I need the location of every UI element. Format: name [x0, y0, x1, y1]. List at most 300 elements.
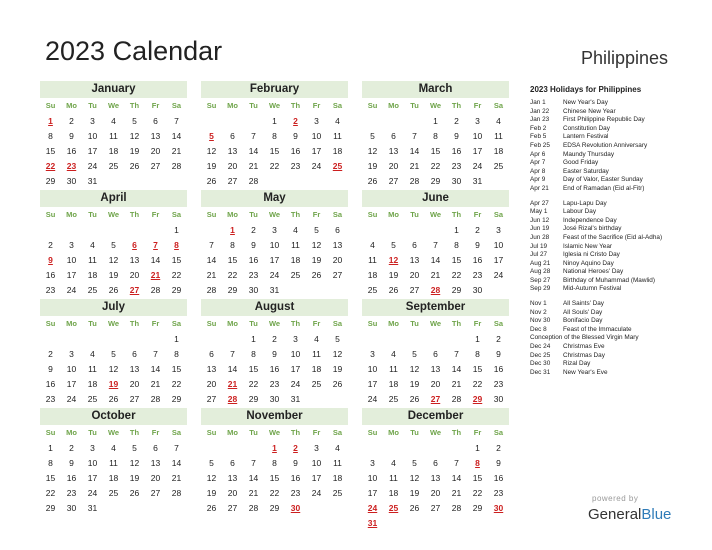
day-cell: 22	[269, 488, 280, 498]
weekday-label: We	[268, 428, 281, 437]
day-cell	[327, 392, 348, 407]
holiday-item	[530, 343, 710, 352]
holiday-item	[530, 369, 710, 378]
day-cell: 2	[251, 225, 256, 235]
day-cell: 27	[227, 176, 238, 186]
day-cell: 5	[132, 116, 137, 126]
week-row	[362, 159, 509, 174]
weekday-header	[362, 98, 509, 114]
holiday-name: Maundy Thursday	[563, 150, 615, 158]
day-cell: 21	[409, 161, 420, 171]
holiday-date: Jun 12	[530, 216, 550, 224]
day-cell: 28	[409, 176, 420, 186]
day-cell: 11	[109, 131, 118, 141]
day-cell	[425, 441, 446, 456]
day-cell	[201, 114, 222, 129]
day-cell: 8	[272, 458, 277, 468]
day-cell: 17	[290, 364, 301, 374]
day-cell: 29	[227, 285, 238, 295]
holiday-day-cell: 8	[475, 458, 480, 468]
day-cell: 5	[111, 240, 116, 250]
day-cell: 7	[251, 458, 256, 468]
day-cell: 8	[272, 131, 277, 141]
weekday-header	[201, 425, 348, 441]
weekday-label: Fr	[312, 210, 321, 219]
weekday-label: Th	[290, 319, 301, 328]
holiday-item	[530, 300, 710, 309]
holiday-item	[530, 142, 710, 151]
holiday-item	[530, 208, 710, 217]
day-cell: 16	[472, 255, 483, 265]
day-cell	[166, 174, 187, 189]
weekday-label: Su	[367, 428, 378, 437]
day-cell: 12	[409, 364, 420, 374]
month-title: May	[201, 190, 348, 207]
day-cell: 19	[409, 379, 420, 389]
day-cell	[362, 332, 383, 347]
weekday-label: Su	[367, 101, 378, 110]
day-cell: 14	[227, 364, 238, 374]
holiday-name: New Year's Eve	[563, 368, 608, 376]
holiday-day-cell: 6	[132, 240, 137, 250]
weekday-label: Mo	[388, 101, 399, 110]
day-cell: 17	[493, 255, 504, 265]
weekday-label: Su	[206, 428, 217, 437]
weekday-label: Su	[45, 428, 56, 437]
holiday-day-cell: 1	[272, 443, 277, 453]
holiday-item	[530, 317, 710, 326]
week-row	[40, 486, 187, 501]
week-row	[201, 129, 348, 144]
day-cell: 2	[454, 116, 459, 126]
day-cell: 18	[367, 270, 378, 280]
day-cell: 10	[311, 458, 322, 468]
day-cell: 14	[171, 458, 182, 468]
holiday-day-cell: 12	[388, 255, 399, 265]
day-cell: 17	[66, 270, 77, 280]
holiday-item	[530, 116, 710, 125]
day-cell: 23	[472, 270, 483, 280]
day-cell: 20	[206, 379, 217, 389]
day-cell: 28	[248, 503, 259, 513]
day-cell	[222, 114, 243, 129]
day-cell: 18	[87, 270, 98, 280]
week-row	[362, 362, 509, 377]
holiday-date: Jan 22	[530, 107, 550, 115]
holiday-item	[530, 225, 710, 234]
day-cell: 28	[150, 285, 161, 295]
day-cell: 5	[209, 458, 214, 468]
holiday-name: First Philippine Republic Day	[563, 116, 645, 124]
day-cell: 4	[370, 240, 375, 250]
day-cell	[222, 332, 243, 347]
day-cell: 4	[314, 334, 319, 344]
day-cell	[201, 332, 222, 347]
week-row	[40, 238, 187, 253]
day-cell: 17	[367, 488, 378, 498]
weekday-label: Fr	[473, 428, 482, 437]
day-cell: 1	[475, 334, 480, 344]
day-cell: 31	[269, 285, 280, 295]
day-cell: 26	[367, 176, 378, 186]
day-cell: 28	[451, 394, 462, 404]
day-cell: 29	[171, 285, 182, 295]
day-cell: 24	[66, 394, 77, 404]
day-cell: 21	[451, 379, 462, 389]
week-row	[201, 392, 348, 407]
day-cell: 12	[367, 146, 378, 156]
holiday-name: Lapu-Lapu Day	[563, 199, 607, 207]
day-cell: 12	[108, 255, 119, 265]
month-august	[201, 299, 348, 407]
week-row	[40, 129, 187, 144]
holidays-title: 2023 Holidays for Philippines	[530, 85, 642, 94]
day-cell: 4	[111, 116, 116, 126]
week-row	[201, 441, 348, 456]
day-cell: 6	[433, 458, 438, 468]
day-cell: 12	[129, 131, 140, 141]
day-cell: 9	[475, 240, 480, 250]
weekday-header	[201, 316, 348, 332]
week-row	[201, 159, 348, 174]
day-cell	[103, 332, 124, 347]
weekday-label: Sa	[493, 101, 504, 110]
day-cell: 28	[206, 285, 217, 295]
holiday-date: Dec 24	[530, 343, 551, 351]
weekday-label: Tu	[410, 428, 419, 437]
day-cell: 24	[87, 488, 98, 498]
day-cell: 3	[370, 458, 375, 468]
day-cell: 21	[171, 146, 182, 156]
holiday-date: Jul 19	[530, 242, 548, 250]
weekday-header	[40, 425, 187, 441]
day-cell: 20	[129, 379, 140, 389]
holiday-date: Jul 27	[530, 251, 548, 259]
day-cell: 10	[87, 131, 98, 141]
day-cell: 1	[433, 116, 438, 126]
day-cell: 5	[132, 443, 137, 453]
day-cell: 25	[87, 285, 98, 295]
weekday-label: Mo	[227, 101, 238, 110]
day-cell: 22	[248, 379, 259, 389]
month-title: April	[40, 190, 187, 207]
weekday-label: Mo	[388, 210, 399, 219]
day-cell: 3	[69, 240, 74, 250]
day-cell: 4	[111, 443, 116, 453]
day-cell: 30	[472, 285, 483, 295]
month-title: June	[362, 190, 509, 207]
month-september	[362, 299, 509, 407]
weekday-label: Mo	[227, 428, 238, 437]
day-cell: 7	[454, 349, 459, 359]
day-cell: 2	[69, 116, 74, 126]
day-cell: 7	[209, 240, 214, 250]
week-row	[201, 332, 348, 347]
holiday-item	[530, 260, 710, 269]
weekday-header	[40, 98, 187, 114]
day-cell: 1	[48, 443, 53, 453]
weekday-label: Su	[367, 319, 378, 328]
day-cell: 30	[66, 176, 77, 186]
day-cell: 28	[451, 503, 462, 513]
day-cell: 14	[150, 255, 161, 265]
day-cell	[488, 516, 509, 531]
day-cell: 21	[430, 270, 441, 280]
week-row	[40, 501, 187, 516]
day-cell: 17	[311, 473, 322, 483]
day-cell: 19	[311, 255, 322, 265]
day-cell: 14	[451, 364, 462, 374]
day-cell: 22	[171, 270, 182, 280]
day-cell: 26	[108, 394, 119, 404]
holiday-day-cell: 25	[332, 161, 343, 171]
holiday-day-cell: 21	[150, 270, 161, 280]
day-cell: 21	[150, 379, 161, 389]
day-cell: 18	[108, 473, 119, 483]
holiday-day-cell: 24	[367, 503, 378, 513]
holiday-name: EDSA Revolution Anniversary	[563, 141, 648, 149]
day-cell: 14	[206, 255, 217, 265]
day-cell: 15	[430, 146, 441, 156]
day-cell: 29	[171, 394, 182, 404]
weekday-label: Mo	[227, 210, 238, 219]
day-cell: 22	[171, 379, 182, 389]
weekday-label: Fr	[473, 210, 482, 219]
day-cell: 26	[332, 379, 343, 389]
day-cell	[425, 332, 446, 347]
day-cell	[327, 501, 348, 516]
day-cell: 27	[409, 285, 420, 295]
day-cell: 11	[494, 131, 503, 141]
holiday-name: Birthday of Muhammad (Mawlid)	[563, 276, 655, 284]
weekday-label: Tu	[410, 319, 419, 328]
weekday-label: Fr	[151, 319, 160, 328]
day-cell: 8	[48, 458, 53, 468]
day-cell: 25	[87, 394, 98, 404]
day-cell: 8	[230, 240, 235, 250]
holiday-name: All Souls' Day	[563, 308, 603, 316]
month-july	[40, 299, 187, 422]
month-title: September	[362, 299, 509, 316]
day-cell: 15	[171, 255, 182, 265]
day-cell: 16	[451, 146, 462, 156]
month-may	[201, 190, 348, 298]
day-cell: 4	[391, 349, 396, 359]
holiday-date: Apr 6	[530, 150, 546, 158]
day-cell: 19	[409, 488, 420, 498]
day-cell: 22	[472, 488, 483, 498]
day-cell: 5	[314, 225, 319, 235]
day-cell: 29	[430, 176, 441, 186]
day-cell: 24	[269, 270, 280, 280]
brand-blue: Blue	[641, 506, 672, 523]
day-cell: 4	[391, 458, 396, 468]
day-cell: 27	[388, 176, 399, 186]
day-cell: 7	[454, 458, 459, 468]
day-cell: 27	[150, 488, 161, 498]
day-cell: 18	[493, 146, 504, 156]
day-cell: 26	[108, 285, 119, 295]
week-row	[40, 362, 187, 377]
day-cell: 30	[451, 176, 462, 186]
holiday-date: Dec 25	[530, 351, 551, 359]
day-cell: 18	[388, 379, 399, 389]
weekday-header	[362, 207, 509, 223]
day-cell: 10	[472, 131, 483, 141]
weekday-label: We	[429, 101, 442, 110]
day-cell: 8	[48, 131, 53, 141]
weekday-label: We	[429, 210, 442, 219]
day-cell: 17	[269, 255, 280, 265]
holiday-date: Aug 28	[530, 268, 551, 276]
day-cell	[145, 332, 166, 347]
month-title: October	[40, 408, 187, 425]
day-cell: 6	[153, 116, 158, 126]
day-cell: 23	[290, 161, 301, 171]
day-cell	[425, 223, 446, 238]
weekday-label: Th	[129, 210, 140, 219]
day-cell: 20	[150, 473, 161, 483]
day-cell: 20	[150, 146, 161, 156]
week-row	[201, 486, 348, 501]
week-row	[40, 377, 187, 392]
day-cell: 9	[69, 458, 74, 468]
day-cell	[404, 516, 425, 531]
day-cell	[306, 392, 327, 407]
week-row	[362, 268, 509, 283]
holiday-name: Labour Day	[563, 208, 597, 216]
day-cell: 13	[206, 364, 217, 374]
day-cell: 29	[45, 503, 56, 513]
day-cell: 21	[248, 161, 259, 171]
day-cell: 27	[430, 503, 441, 513]
day-cell	[446, 441, 467, 456]
week-row	[362, 174, 509, 189]
holiday-date: Feb 2	[530, 124, 547, 132]
holiday-item	[530, 251, 710, 260]
weekday-label: Su	[206, 319, 217, 328]
day-cell	[201, 223, 222, 238]
day-cell: 14	[409, 146, 420, 156]
weekday-label: Th	[451, 210, 462, 219]
day-cell: 5	[370, 131, 375, 141]
week-row	[362, 377, 509, 392]
day-cell: 24	[66, 285, 77, 295]
day-cell: 20	[409, 270, 420, 280]
day-cell: 9	[48, 364, 53, 374]
day-cell: 23	[451, 161, 462, 171]
day-cell: 11	[291, 240, 300, 250]
week-row	[201, 144, 348, 159]
holiday-item	[530, 243, 710, 252]
holiday-date: Apr 9	[530, 176, 546, 184]
day-cell	[201, 441, 222, 456]
weekday-label: Fr	[473, 101, 482, 110]
day-cell: 15	[227, 255, 238, 265]
holiday-item	[530, 309, 710, 318]
day-cell: 20	[227, 488, 238, 498]
day-cell	[488, 174, 509, 189]
day-cell: 30	[493, 394, 504, 404]
holiday-name: Islamic New Year	[563, 242, 613, 250]
weekday-label: Tu	[410, 101, 419, 110]
weekday-label: Fr	[151, 101, 160, 110]
holiday-name: Bonifacio Day	[563, 317, 603, 325]
day-cell: 27	[150, 161, 161, 171]
weekday-label: Fr	[473, 319, 482, 328]
day-cell: 26	[206, 176, 217, 186]
day-cell: 8	[454, 240, 459, 250]
day-cell: 24	[367, 394, 378, 404]
day-cell	[383, 114, 404, 129]
day-cell: 14	[150, 364, 161, 374]
week-row	[201, 501, 348, 516]
day-cell: 19	[206, 161, 217, 171]
day-cell: 18	[388, 488, 399, 498]
weekday-label: Tu	[88, 319, 97, 328]
weekday-label: Sa	[493, 210, 504, 219]
day-cell: 23	[290, 488, 301, 498]
holiday-name: New Year's Day	[563, 99, 608, 106]
holiday-item	[530, 108, 710, 117]
day-cell: 6	[230, 458, 235, 468]
weekday-label: Mo	[66, 101, 77, 110]
day-cell: 21	[171, 473, 182, 483]
day-cell: 24	[493, 270, 504, 280]
day-cell: 17	[367, 379, 378, 389]
day-cell: 12	[409, 473, 420, 483]
holiday-date: Aug 21	[530, 259, 551, 267]
day-cell: 7	[251, 131, 256, 141]
weekday-label: Mo	[66, 210, 77, 219]
weekday-label: Sa	[332, 428, 343, 437]
week-row	[362, 238, 509, 253]
month-february	[201, 81, 348, 189]
day-cell: 11	[88, 364, 97, 374]
holiday-day-cell: 27	[430, 394, 441, 404]
day-cell: 17	[311, 146, 322, 156]
holiday-day-cell: 1	[230, 225, 235, 235]
weekday-label: Th	[290, 101, 301, 110]
day-cell: 6	[209, 349, 214, 359]
day-cell: 13	[430, 473, 441, 483]
day-cell: 3	[314, 116, 319, 126]
weekday-label: We	[268, 101, 281, 110]
day-cell: 19	[332, 364, 343, 374]
day-cell: 13	[129, 255, 140, 265]
weekday-label: Th	[451, 428, 462, 437]
day-cell: 7	[174, 116, 179, 126]
day-cell: 12	[311, 240, 322, 250]
day-cell: 15	[472, 364, 483, 374]
day-cell: 2	[272, 334, 277, 344]
day-cell: 17	[87, 473, 98, 483]
holiday-name: Mid-Autumn Festival	[563, 285, 622, 293]
day-cell: 8	[174, 349, 179, 359]
weekday-label: Fr	[151, 428, 160, 437]
holiday-date: Feb 5	[530, 133, 547, 141]
day-cell: 16	[493, 473, 504, 483]
day-cell: 10	[290, 349, 301, 359]
day-cell: 8	[251, 349, 256, 359]
day-cell: 26	[206, 503, 217, 513]
holiday-day-cell: 28	[430, 285, 441, 295]
weekday-label: Tu	[249, 101, 258, 110]
day-cell: 8	[433, 131, 438, 141]
country-name: Philippines	[580, 48, 668, 68]
holiday-date: Nov 2	[530, 308, 547, 316]
holiday-day-cell: 2	[293, 116, 298, 126]
